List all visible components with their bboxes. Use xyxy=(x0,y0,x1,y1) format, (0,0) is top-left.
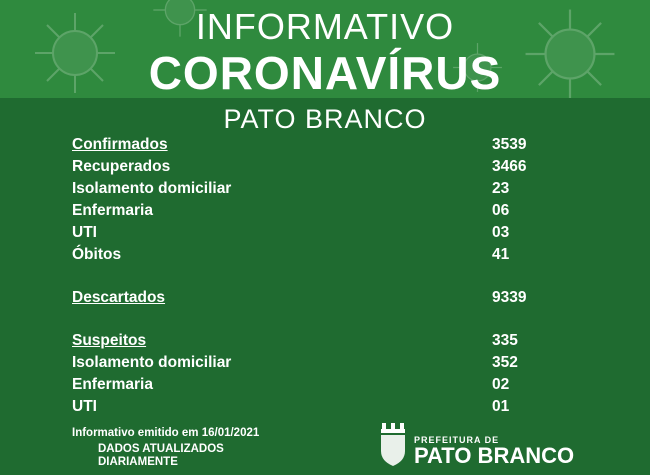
row-recuperados xyxy=(72,156,542,178)
value-uti: 03 xyxy=(492,224,510,241)
row-susp-isolamento xyxy=(72,352,542,374)
title-informativo: INFORMATIVO xyxy=(195,6,455,47)
label-uti: UTI xyxy=(72,224,97,241)
value-susp-isolamento: 352 xyxy=(492,354,518,371)
title-coronavirus: CORONAVÍRUS xyxy=(148,47,502,98)
value-susp-uti: 01 xyxy=(492,398,510,415)
row-susp-uti xyxy=(72,396,542,418)
label-susp-enfermaria: Enfermaria xyxy=(72,376,153,393)
label-enfermaria: Enfermaria xyxy=(72,202,153,219)
logo-line-1: PREFEITURA DE xyxy=(414,435,500,445)
row-obitos xyxy=(72,244,542,266)
stats-table xyxy=(72,134,542,418)
city-name: PATO BRANCO xyxy=(223,104,427,134)
label-confirmados: Confirmados xyxy=(72,136,168,153)
value-enfermaria: 06 xyxy=(492,202,510,219)
updated-line-1: DADOS ATUALIZADOS xyxy=(98,443,224,455)
logo-text xyxy=(414,435,574,467)
row-confirmados xyxy=(72,134,542,156)
value-obitos: 41 xyxy=(492,246,510,263)
issued-date-note: Informativo emitido em 16/01/2021 xyxy=(72,427,260,439)
value-confirmados: 3539 xyxy=(492,136,527,153)
label-isolamento: Isolamento domiciliar xyxy=(72,180,232,197)
label-recuperados: Recuperados xyxy=(72,158,171,175)
value-suspeitos: 335 xyxy=(492,332,518,349)
updated-line-2: DIARIAMENTE xyxy=(98,456,178,468)
row-enfermaria xyxy=(72,200,542,222)
row-uti xyxy=(72,222,542,244)
logo-line-2: PATO BRANCO xyxy=(414,443,575,468)
label-susp-isolamento: Isolamento domiciliar xyxy=(72,354,232,371)
prefeitura-logo xyxy=(378,423,574,467)
label-suspeitos: Suspeitos xyxy=(72,332,147,349)
row-suspeitos xyxy=(72,330,542,352)
value-descartados: 9339 xyxy=(492,289,527,306)
row-susp-enfermaria xyxy=(72,374,542,396)
value-isolamento: 23 xyxy=(492,180,510,197)
row-descartados xyxy=(72,287,542,309)
label-susp-uti: UTI xyxy=(72,398,97,415)
value-recuperados: 3466 xyxy=(492,158,527,175)
value-susp-enfermaria: 02 xyxy=(492,376,510,393)
label-descartados: Descartados xyxy=(72,289,166,306)
updated-daily-note xyxy=(98,443,224,469)
row-isolamento xyxy=(72,178,542,200)
city-crest-icon xyxy=(378,423,408,467)
label-obitos: Óbitos xyxy=(72,246,122,263)
header-banner xyxy=(0,0,650,98)
